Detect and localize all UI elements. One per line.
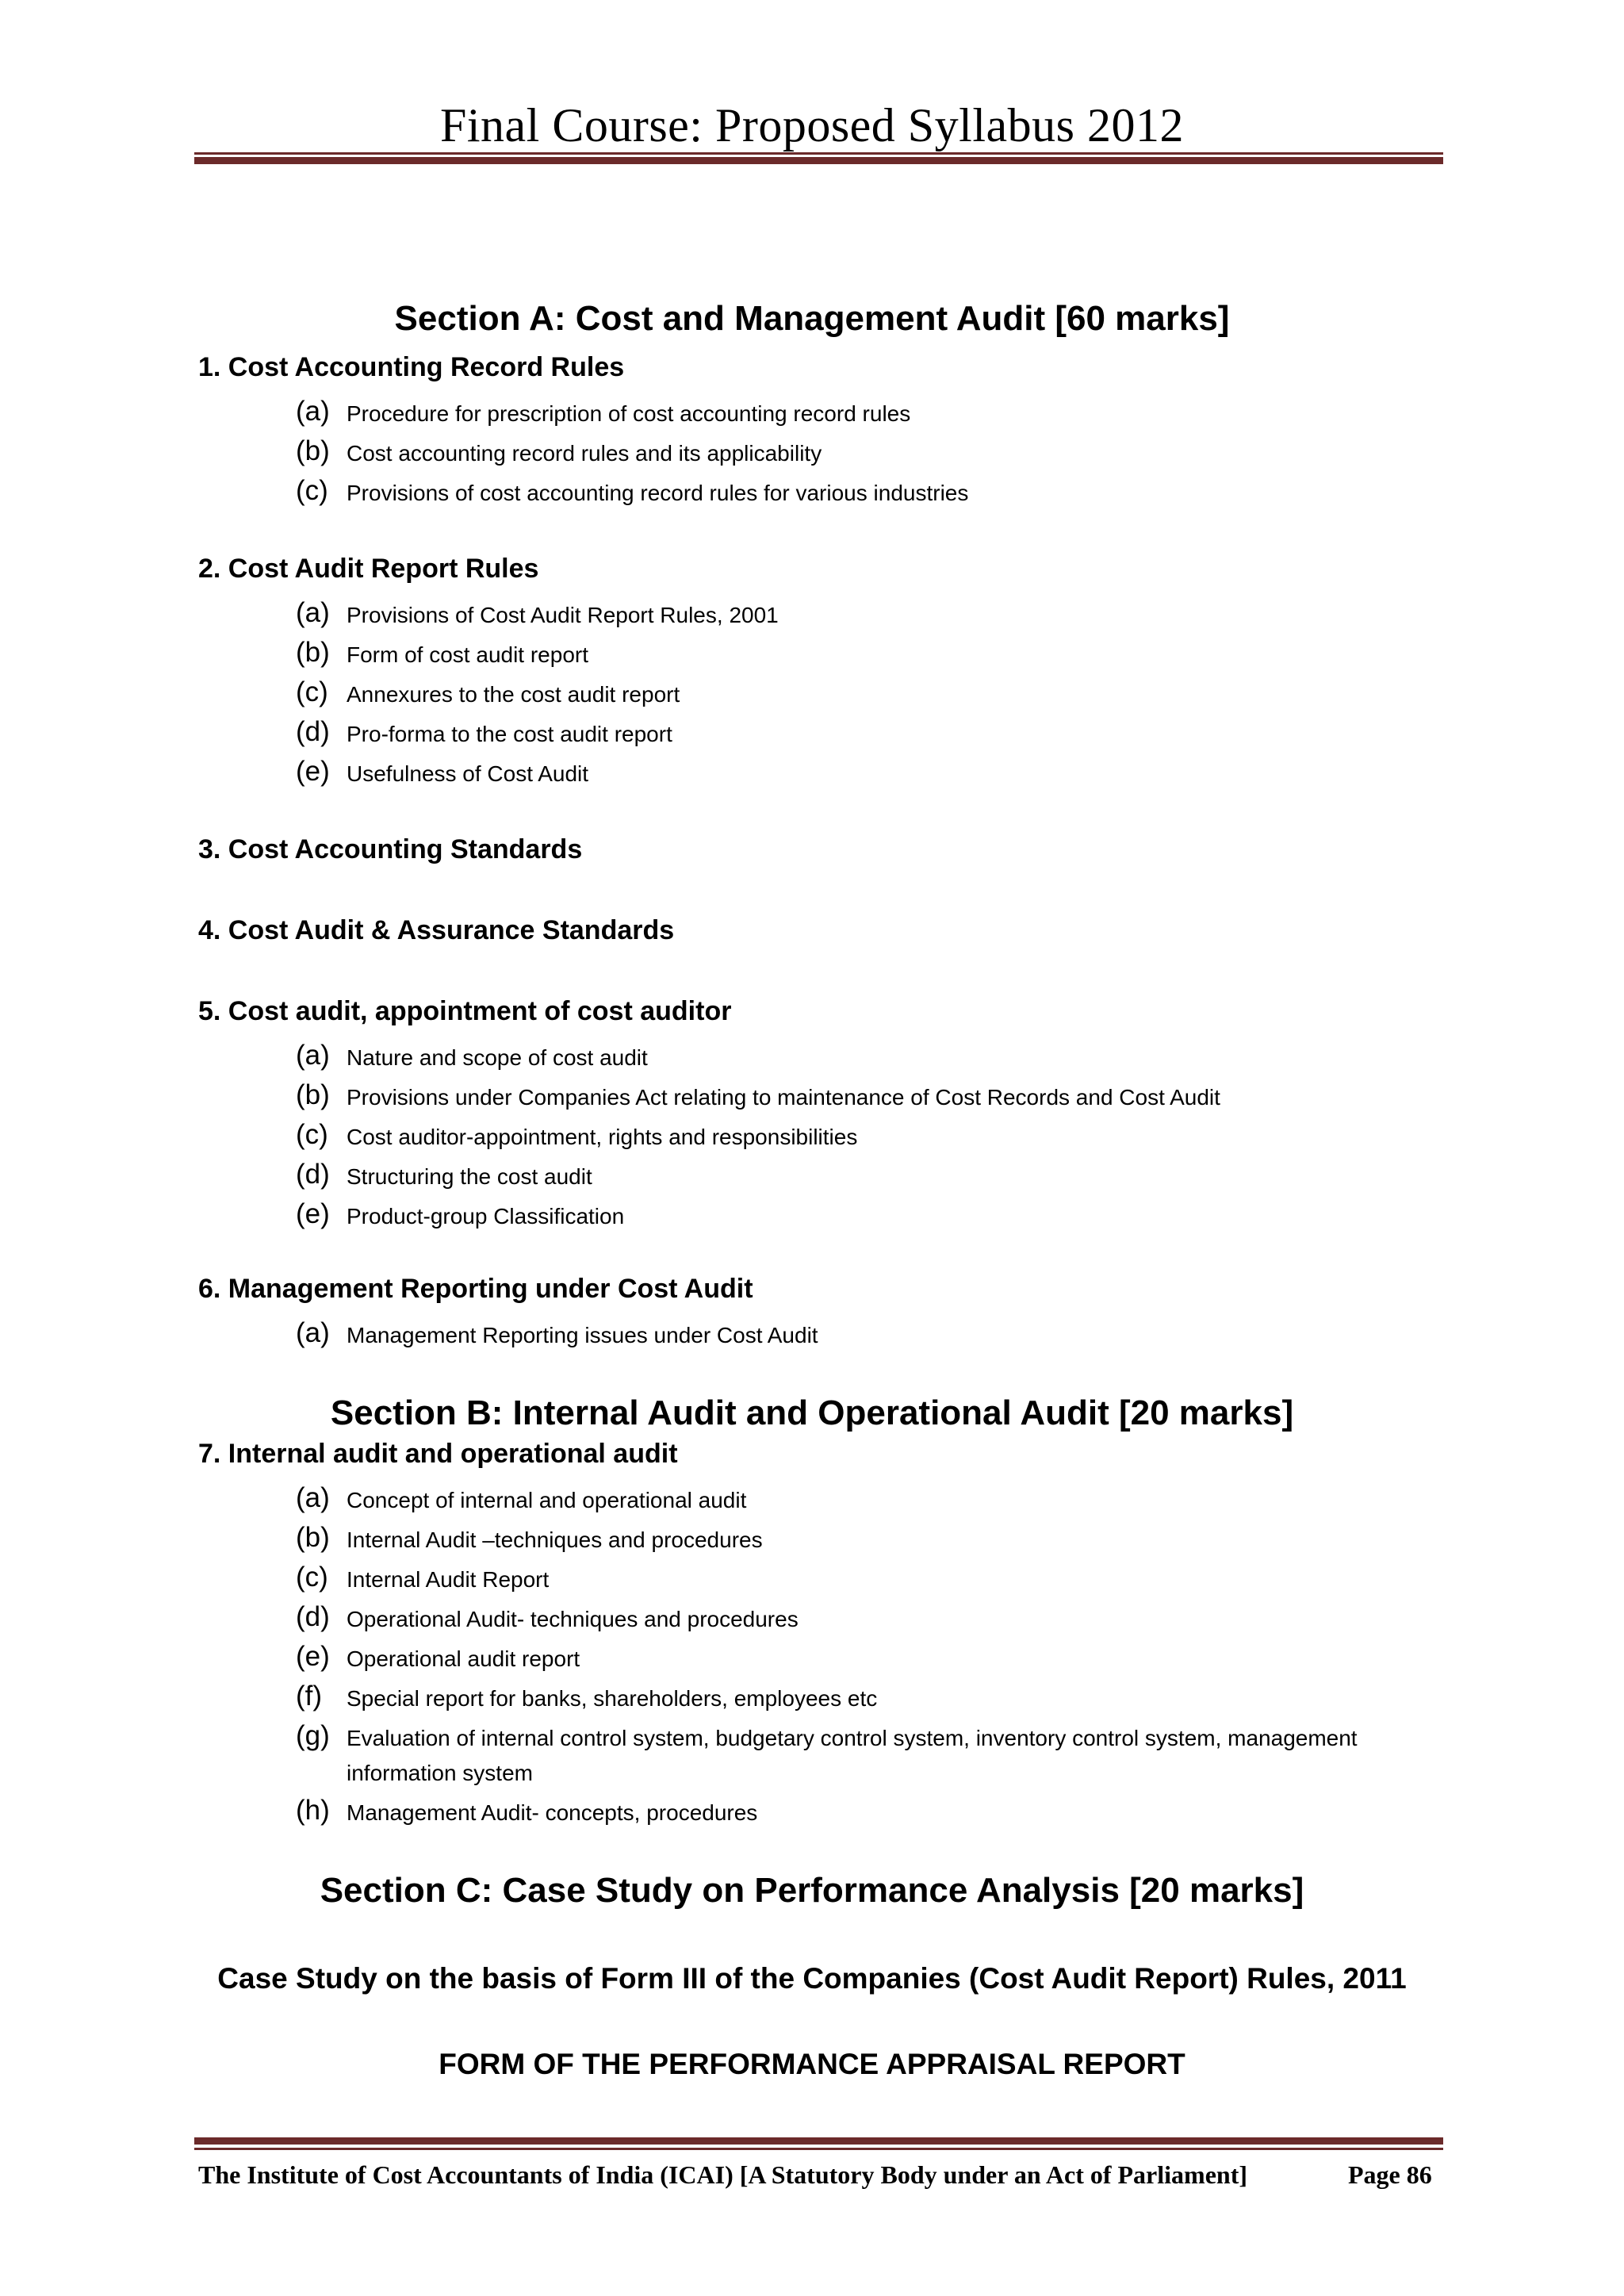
item-label: (d) — [296, 1601, 330, 1632]
item-text: Internal Audit –techniques and procedures — [347, 1527, 763, 1552]
item-text: Form of cost audit report — [347, 642, 589, 667]
item-label: (c) — [296, 1119, 328, 1150]
item-label: (h) — [296, 1795, 330, 1826]
item-label: (a) — [296, 1040, 330, 1071]
item-label: (f) — [296, 1681, 323, 1711]
case-study-title: Case Study on the basis of Form III of the Companies (Cost Audit Report) Rules, 2011 — [217, 1962, 1407, 1995]
topic-heading: 5. Cost audit, appointment of cost auditor — [198, 996, 732, 1026]
page-header-title: Final Course: Proposed Syllabus 2012 — [439, 99, 1184, 151]
section-a-heading: Section A: Cost and Management Audit [60 marks] — [394, 299, 1230, 338]
section-c-heading: Section C: Case Study on Performance Analysis [20 marks] — [320, 1871, 1304, 1910]
item-text: Management Audit- concepts, procedures — [347, 1800, 758, 1825]
item-text: Usefulness of Cost Audit — [347, 761, 589, 786]
item-text: Nature and scope of cost audit — [347, 1045, 648, 1070]
item-text: Annexures to the cost audit report — [347, 682, 680, 707]
item-text: Product-group Classification — [347, 1204, 625, 1228]
topic-heading: 7. Internal audit and operational audit — [198, 1439, 678, 1469]
item-label: (c) — [296, 475, 328, 506]
item-label: (b) — [296, 1079, 330, 1110]
section-b-heading: Section B: Internal Audit and Operational Audit [20 marks] — [330, 1393, 1294, 1432]
item-label: (c) — [296, 677, 328, 707]
item-label: (d) — [296, 1159, 330, 1190]
topic-heading: 4. Cost Audit & Assurance Standards — [198, 915, 675, 945]
item-label: (e) — [296, 1198, 330, 1229]
item-label: (a) — [296, 1317, 330, 1348]
item-label: (b) — [296, 435, 330, 466]
item-label: (b) — [296, 637, 330, 668]
header-rule-thin — [194, 152, 1443, 155]
footer-organization: The Institute of Cost Accountants of India (ICAI) [A Statutory Body under an Act of Parliament] — [198, 2160, 1247, 2189]
item-text: Structuring the cost audit — [347, 1164, 592, 1189]
item-text: Internal Audit Report — [347, 1567, 550, 1592]
item-label: (e) — [296, 1641, 330, 1672]
item-label: (a) — [296, 1482, 330, 1513]
item-text: Cost auditor-appointment, rights and responsibilities — [347, 1125, 858, 1149]
item-text: Special report for banks, shareholders, employees etc — [347, 1686, 878, 1711]
item-text: Procedure for prescription of cost accounting record rules — [347, 401, 911, 426]
item-label: (g) — [296, 1720, 330, 1751]
item-text: Evaluation of internal control system, budgetary control system, inventory control system, management information system — [347, 1726, 1358, 1785]
item-text: Cost accounting record rules and its applicability — [347, 441, 822, 466]
footer-page-number: Page 86 — [1348, 2160, 1432, 2189]
footer-rule-thin — [194, 2148, 1443, 2150]
topic-heading: 3. Cost Accounting Standards — [198, 834, 583, 864]
item-text: Operational audit report — [347, 1646, 580, 1671]
topic-heading: 1. Cost Accounting Record Rules — [198, 352, 625, 382]
item-label: (b) — [296, 1522, 330, 1553]
item-text: Management Reporting issues under Cost Audit — [347, 1323, 818, 1347]
footer-rule-thick — [194, 2137, 1443, 2145]
item-text: Provisions of cost accounting record rules for various industries — [347, 481, 969, 505]
item-text: Pro-forma to the cost audit report — [347, 722, 672, 746]
topic-heading: 6. Management Reporting under Cost Audit — [198, 1274, 753, 1304]
item-text: Concept of internal and operational audit — [347, 1488, 747, 1512]
header-rule-thick — [194, 157, 1443, 164]
item-label: (e) — [296, 756, 330, 787]
item-text: Operational Audit- techniques and procedures — [347, 1607, 799, 1631]
item-label: (c) — [296, 1562, 328, 1593]
item-text: Provisions under Companies Act relating to maintenance of Cost Records and Cost Audit — [347, 1085, 1220, 1110]
item-label: (a) — [296, 597, 330, 628]
item-text: Provisions of Cost Audit Report Rules, 2001 — [347, 603, 779, 627]
topic-heading: 2. Cost Audit Report Rules — [198, 554, 539, 584]
item-label: (d) — [296, 716, 330, 747]
form-title: FORM OF THE PERFORMANCE APPRAISAL REPORT — [439, 2048, 1185, 2080]
item-label: (a) — [296, 396, 330, 427]
